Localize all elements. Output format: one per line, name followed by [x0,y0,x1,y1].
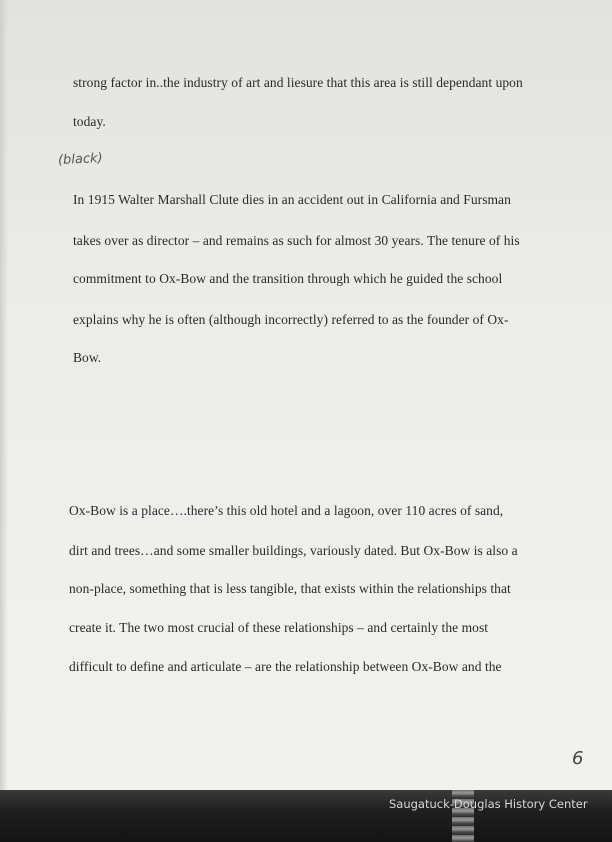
paragraph-3-line-2: dirt and trees…and some smaller buildings, variously dated. But Ox-Bow is also a [69,543,518,558]
paragraph-2-line-3: commitment to Ox-Bow and the transition through which he guided the school [73,271,503,286]
handwritten-note: (black) [57,150,104,169]
paragraph-1-line-2: today. [73,114,106,129]
page-edge-shadow [0,0,8,790]
paragraph-3-line-3: non-place, something that is less tangible, that exists within the relationships that [69,581,511,596]
paragraph-2-line-2: takes over as director – and remains as such for almost 30 years. The tenure of his [73,233,520,248]
page-number: 6 [572,748,584,769]
paragraph-2-line-1: In 1915 Walter Marshall Clute dies in an accident out in California and Fursman [73,192,511,207]
paragraph-3-line-5: difficult to define and articulate – are the relationship between Ox-Bow and the [69,659,502,674]
paragraph-2-line-4: explains why he is often (although incorrectly) referred to as the founder of Ox- [73,312,509,327]
paragraph-3-line-1: Ox-Bow is a place….there’s this old hotel and a lagoon, over 110 acres of sand, [69,503,504,518]
paragraph-1-line-1: strong factor in..the industry of art and liesure that this area is still dependant upon [73,75,523,90]
paragraph-2-line-5: Bow. [73,350,102,365]
watermark-text: Saugatuck-Douglas History Center [389,797,588,811]
paragraph-3-line-4: create it. The two most crucial of these relationships – and certainly the most [69,620,489,635]
